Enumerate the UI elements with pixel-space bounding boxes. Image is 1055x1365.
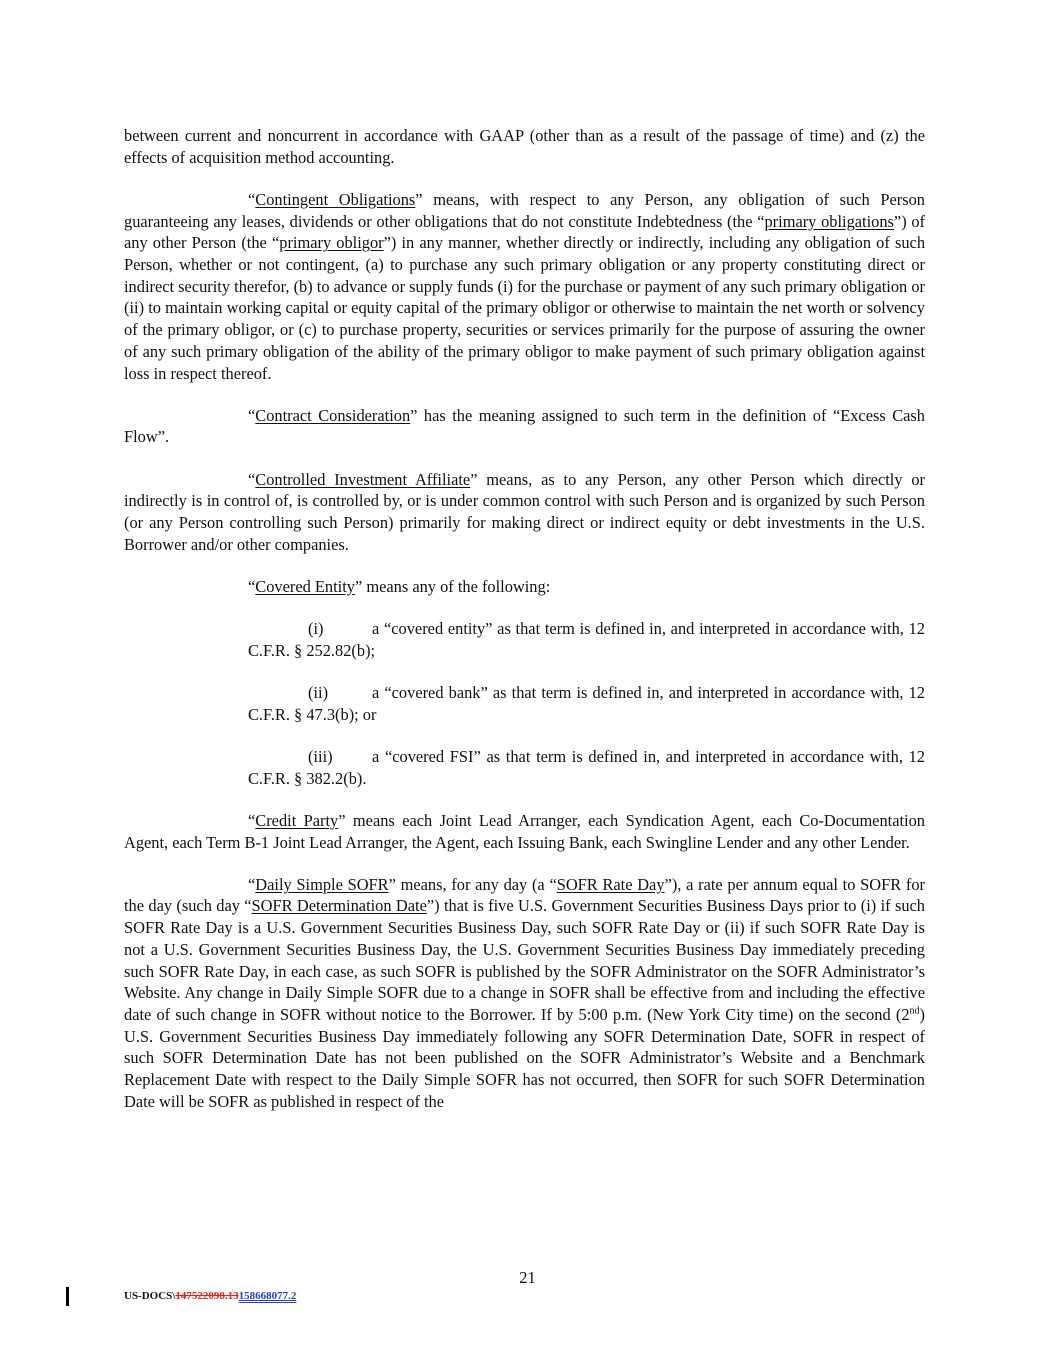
- page-number: 21: [519, 1268, 536, 1287]
- definition-contract-consideration: “Contract Consideration” has the meaning assigned to such term in the definition of “Excess Cash Flow”.: [124, 405, 925, 447]
- definition-controlled-investment-affiliate: “Controlled Investment Affiliate” means, as to any Person, any other Person which directly or indirectly is in control of, is controlled by, or is under common control with such Person and is organized by such Person (or any Person controlling such Person) primarily for making direct or indirect equity or debt investments in the U.S. Borrower and/or other companies.: [124, 469, 925, 554]
- defined-term: Covered Entity: [255, 576, 355, 596]
- covered-entity-item: (i) a “covered entity” as that term is defined in, and interpreted in accordance with, 12 C.F.R. § 252.82(b);: [248, 619, 925, 660]
- covered-entity-item: (ii) a “covered bank” as that term is defined in, and interpreted in accordance with, 12 C.F.R. § 47.3(b); or: [248, 683, 925, 724]
- defined-term: Credit Party: [255, 810, 339, 830]
- document-body: [124, 125, 925, 1133]
- defined-term: Daily Simple SOFR: [255, 874, 389, 894]
- defined-term: primary obligations: [764, 211, 894, 231]
- defined-term: Controlled Investment Affiliate: [255, 469, 471, 489]
- covered-entity-item: (iii) a “covered FSI” as that term is defined in, and interpreted in accordance with, 12 C.F.R. § 382.2(b).: [248, 746, 925, 788]
- deleted-doc-id: 147522098.13: [175, 1290, 239, 1302]
- defined-term: Contract Consideration: [255, 405, 411, 425]
- document-id-footer: US-DOCS\147522098.13158668077.2: [124, 1290, 297, 1302]
- definition-credit-party: “Credit Party” means each Joint Lead Arranger, each Syndication Agent, each Co-Documentation Agent, each Term B-1 Joint Lead Arranger, the Agent, each Issuing Bank, each Swingline Lender and any other Lender.: [124, 810, 925, 852]
- definition-daily-simple-sofr: “Daily Simple SOFR” means, for any day (a “SOFR Rate Day”), a rate per annum equal to SOFR for the day (such day “SOFR Determination Date”) that is five U.S. Government Securities Business Days prior to (i) if such SOFR Rate Day is a U.S. Government Securities Business Day, such SOFR Rate Day or (ii) if such SOFR Rate Day is not a U.S. Government Securities Business Day, the U.S. Government Securities Business Day immediately preceding such SOFR Rate Day, in each case, as such SOFR is published by the SOFR Administrator on the SOFR Administrator’s Website. Any change in Daily Simple SOFR due to a change in SOFR shall be effective from and including the effective date of such change in SOFR without notice to the Borrower. If by 5:00 p.m. (New York City time) on the second (2nd) U.S. Government Securities Business Day immediately following any SOFR Determination Date, SOFR in respect of such SOFR Determination Date has not been published on the SOFR Administrator’s Website and a Benchmark Replacement Date with respect to the Daily Simple SOFR has not occurred, then SOFR for such SOFR Determination Date will be SOFR as published in respect of the: [124, 874, 925, 1111]
- change-bar: [66, 1287, 69, 1306]
- inserted-doc-id: 158668077.2: [238, 1290, 297, 1302]
- paragraph-gaap-continuation: between current and noncurrent in accordance with GAAP (other than as a result of the passage of time) and (z) the effects of acquisition method accounting.: [124, 126, 925, 167]
- defined-term: SOFR Determination Date: [251, 896, 427, 916]
- definition-contingent-obligations: “Contingent Obligations” means, with respect to any Person, any obligation of such Person guaranteeing any leases, dividends or other obligations that do not constitute Indebtedness (the “primary obligations”) of any other Person (the “primary obligor”) in any manner, whether directly or indirectly, including any obligation of such Person, whether or not contingent, (a) to purchase any such primary obligation or any property constituting direct or indirect security therefor, (b) to advance or supply funds (i) for the purchase or payment of any such primary obligation or (ii) to maintain working capital or equity capital of the primary obligor or otherwise to maintain the net worth or solvency of the primary obligor, or (c) to purchase property, securities or services primarily for the purpose of assuring the owner of any such primary obligation of the ability of the primary obligor to make payment of such primary obligation against loss in respect thereof.: [124, 189, 926, 383]
- defined-term: Contingent Obligations: [255, 189, 416, 209]
- definition-covered-entity: “Covered Entity” means any of the following:: [248, 576, 551, 596]
- defined-term: SOFR Rate Day: [556, 874, 665, 894]
- defined-term: primary obligor: [279, 233, 384, 253]
